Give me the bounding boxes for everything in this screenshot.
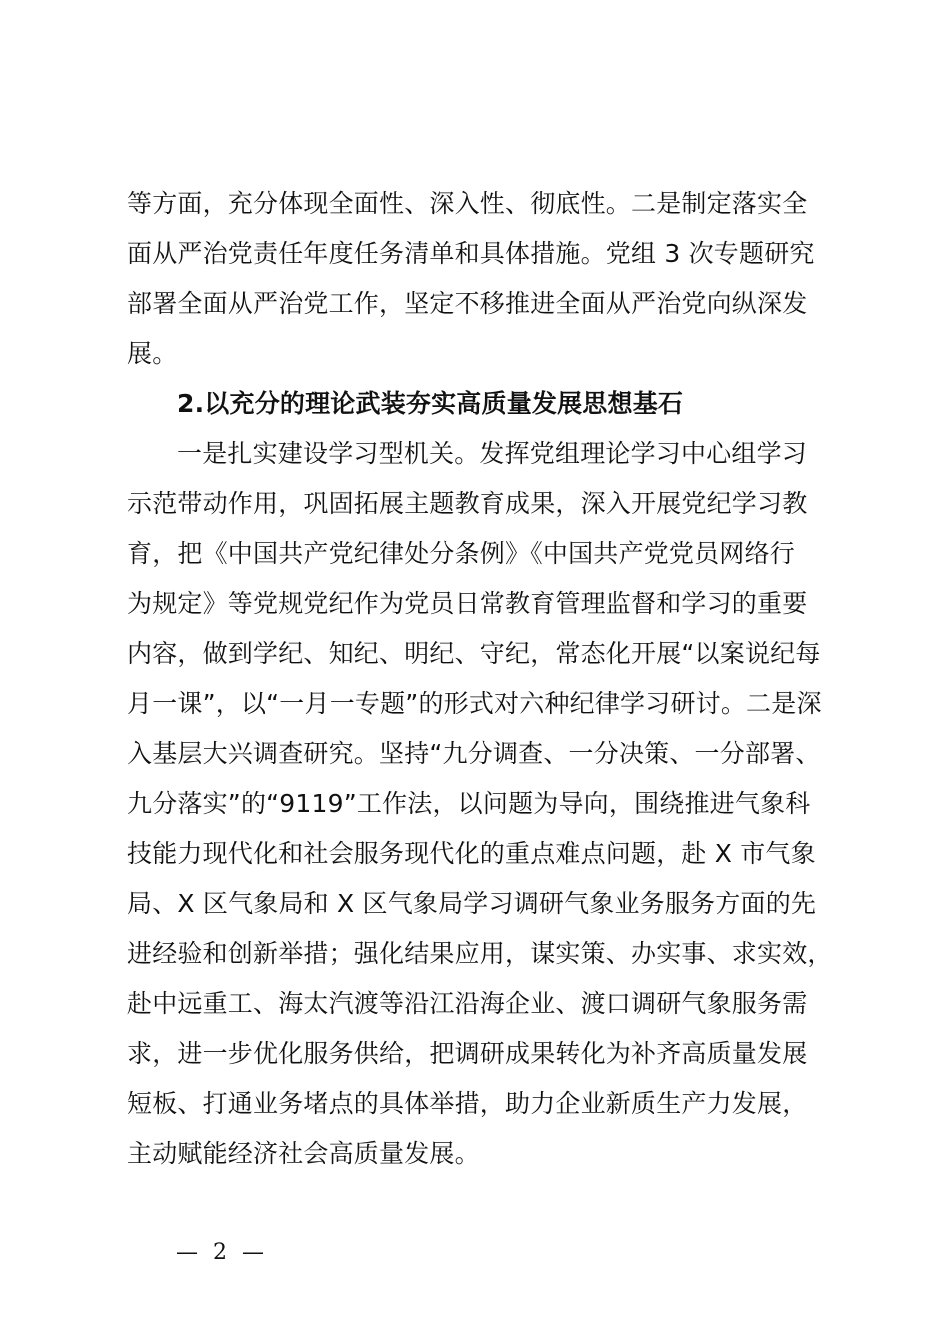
text-line-16: 进经验和创新举措；强化结果应用，谋实策、办实事、求实效， bbox=[127, 939, 833, 968]
text-line-11: 月一课”，以“一月一专题”的形式对六种纪律学习研讨。二是深 bbox=[127, 689, 822, 718]
text-line-19: 短板、打通业务堵点的具体举措，助力企业新质生产力发展， bbox=[127, 1089, 808, 1118]
text-line-8: 育，把《中国共产党纪律处分条例》《中国共产党党员网络行 bbox=[127, 539, 795, 568]
text-line-15: 局、X 区气象局和 X 区气象局学习调研气象业务服务方面的先 bbox=[127, 889, 817, 918]
text-line-6: 一是扎实建设学习型机关。发挥党组理论学习中心组学习 bbox=[177, 439, 808, 468]
page-number: — 2 — bbox=[176, 1240, 268, 1265]
section-heading: 2.以充分的理论武装夯实高质量发展思想基石 bbox=[177, 389, 684, 418]
text-line-14: 技能力现代化和社会服务现代化的重点难点问题，赴 X 市气象 bbox=[127, 839, 816, 868]
text-line-2: 面从严治党责任年度任务清单和具体措施。党组 3 次专题研究 bbox=[127, 239, 815, 268]
text-line-3: 部署全面从严治党工作，坚定不移推进全面从严治党向纵深发 bbox=[127, 289, 808, 318]
text-line-18: 求，进一步优化服务供给，把调研成果转化为补齐高质量发展 bbox=[127, 1039, 808, 1068]
text-line-9: 为规定》等党规党纪作为党员日常教育管理监督和学习的重要 bbox=[127, 589, 808, 618]
text-line-1: 等方面，充分体现全面性、深入性、彻底性。二是制定落实全 bbox=[127, 189, 808, 218]
text-line-12: 入基层大兴调查研究。坚持“九分调查、一分决策、一分部署、 bbox=[127, 739, 821, 768]
text-line-17: 赴中远重工、海太汽渡等沿江沿海企业、渡口调研气象服务需 bbox=[127, 989, 808, 1018]
text-line-7: 示范带动作用，巩固拓展主题教育成果，深入开展党纪学习教 bbox=[127, 489, 808, 518]
text-line-13: 九分落实”的“9119”工作法，以问题为导向，围绕推进气象科 bbox=[127, 789, 811, 818]
text-line-20: 主动赋能经济社会高质量发展。 bbox=[127, 1139, 480, 1168]
text-line-10: 内容，做到学纪、知纪、明纪、守纪，常态化开展“以案说纪每 bbox=[127, 639, 821, 668]
text-line-4: 展。 bbox=[127, 339, 178, 368]
